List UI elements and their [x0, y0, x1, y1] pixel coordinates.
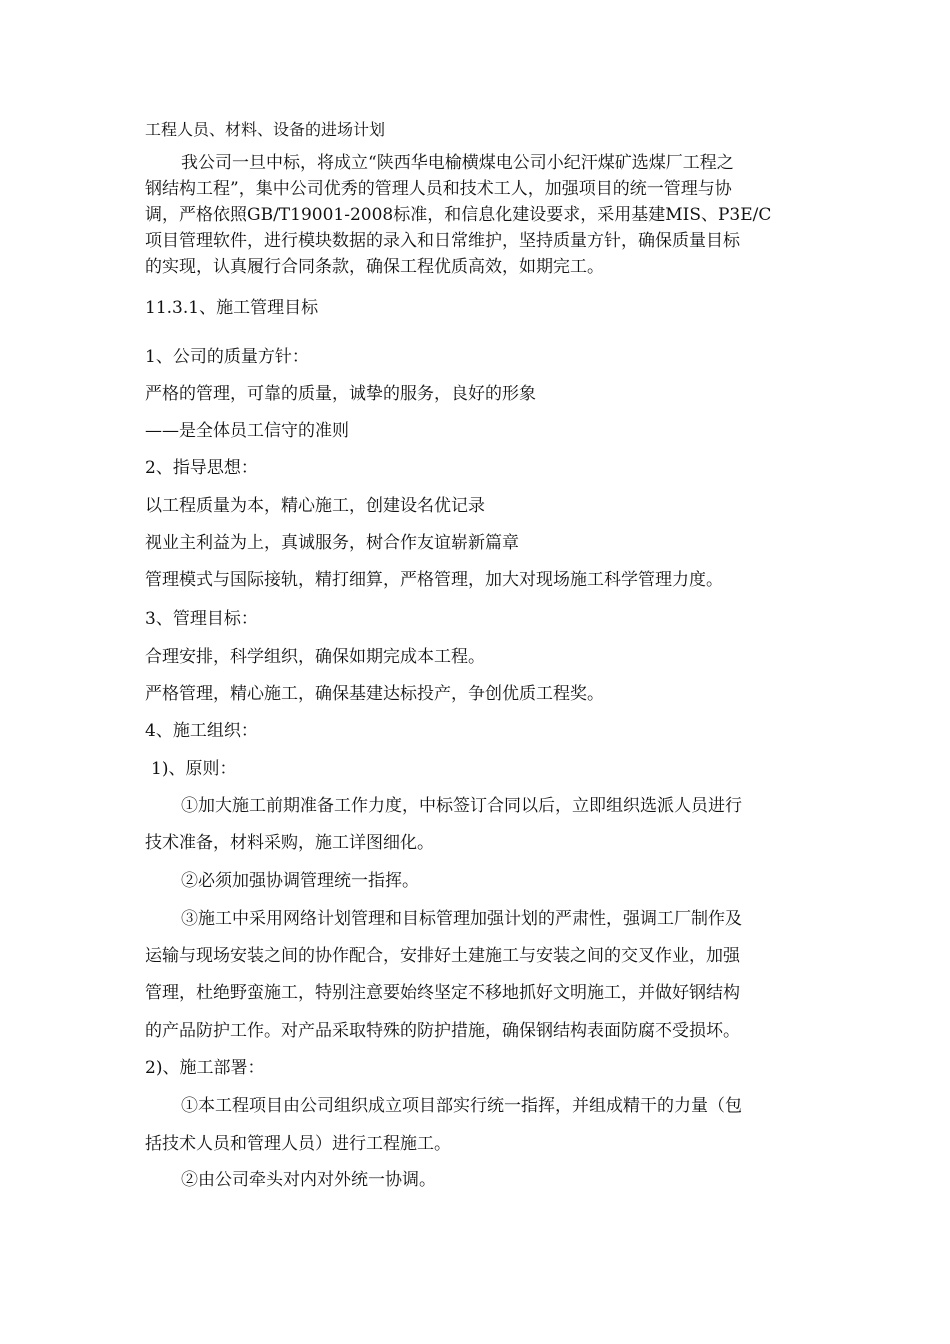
construction-org-heading: 4、施工组织： [145, 721, 258, 741]
principle-line: 的产品防护工作。对产品采取特殊的防护措施，确保钢结构表面防腐不受损坏。 [145, 1021, 740, 1041]
principle-line: 运输与现场安装之间的协作配合，安排好土建施工与安装之间的交叉作业，加强 [145, 946, 740, 966]
principle-line: ③施工中采用网络计划管理和目标管理加强计划的严肃性，强调工厂制作及 [181, 909, 742, 929]
deployment-heading: 2)、施工部署： [145, 1058, 265, 1078]
principle-line: ②必须加强协调管理统一指挥。 [181, 871, 419, 891]
management-goals-heading: 3、管理目标： [145, 609, 258, 629]
document-title: 工程人员、材料、设备的进场计划 [145, 120, 386, 139]
principle-line: 技术准备，材料采购，施工详图细化。 [145, 833, 434, 853]
principle-line: ①加大施工前期准备工作力度，中标签订合同以后，立即组织选派人员进行 [181, 796, 742, 816]
guiding-ideology-heading: 2、指导思想： [145, 458, 258, 478]
deployment-line: 括技术人员和管理人员）进行工程施工。 [145, 1134, 451, 1154]
management-goals-line: 合理安排，科学组织，确保如期完成本工程。 [145, 647, 485, 667]
quality-policy-heading: 1、公司的质量方针： [145, 347, 309, 367]
intro-line: 钢结构工程”，集中公司优秀的管理人员和技术工人，加强项目的统一管理与协 [145, 179, 732, 199]
principles-heading: 1)、原则： [151, 759, 237, 779]
guiding-ideology-line: 以工程质量为本，精心施工，创建设名优记录 [145, 496, 485, 516]
section-heading: 11.3.1、施工管理目标 [145, 298, 319, 318]
intro-line: 我公司一旦中标，将成立“陕西华电榆横煤电公司小纪汗煤矿选煤厂工程之 [181, 153, 734, 173]
quality-policy-line: ——是全体员工信守的准则 [145, 421, 349, 441]
deployment-line: ②由公司牵头对内对外统一协调。 [181, 1170, 436, 1190]
quality-policy-line: 严格的管理，可靠的质量，诚挚的服务，良好的形象 [145, 384, 536, 404]
intro-line: 项目管理软件，进行模块数据的录入和日常维护，坚持质量方针，确保质量目标 [145, 231, 740, 251]
management-goals-line: 严格管理，精心施工，确保基建达标投产，争创优质工程奖。 [145, 684, 604, 704]
principle-line: 管理，杜绝野蛮施工，特别注意要始终坚定不移地抓好文明施工，并做好钢结构 [145, 983, 740, 1003]
intro-line: 调，严格依照GB/T19001-2008标准，和信息化建设要求，采用基建MIS、P3E/C [145, 205, 772, 225]
guiding-ideology-line: 视业主利益为上，真诚服务，树合作友谊崭新篇章 [145, 533, 519, 553]
guiding-ideology-line: 管理模式与国际接轨，精打细算，严格管理，加大对现场施工科学管理力度。 [145, 570, 723, 590]
intro-line: 的实现，认真履行合同条款，确保工程优质高效，如期完工。 [145, 257, 604, 277]
deployment-line: ①本工程项目由公司组织成立项目部实行统一指挥，并组成精干的力量（包 [181, 1096, 742, 1116]
